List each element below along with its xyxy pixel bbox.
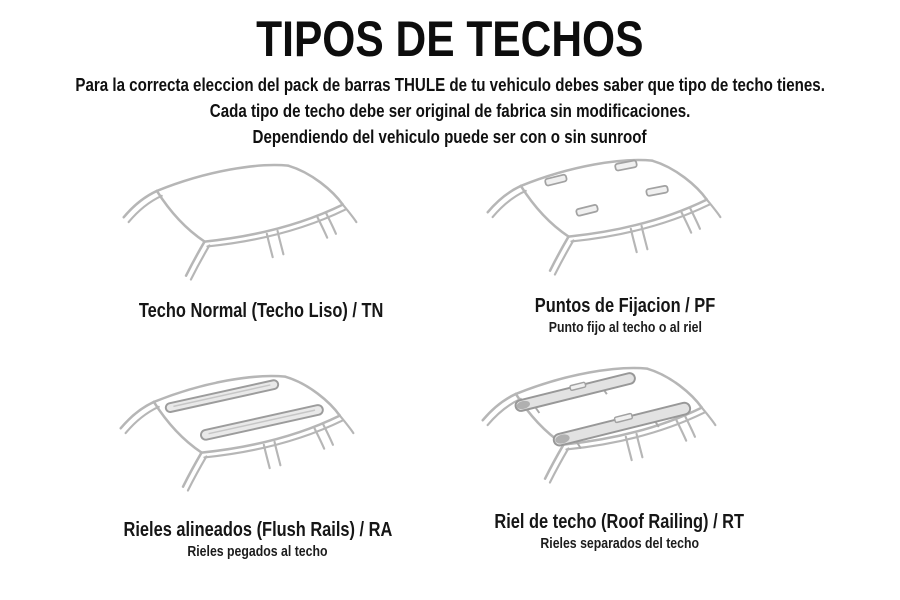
roof-fixpoints-illustration — [460, 148, 790, 294]
roof-type-label: Puntos de Fijacion / PF — [534, 295, 716, 317]
intro-line-2: Cada tipo de techo debe ser original de fabrica sin modificaciones. — [209, 101, 691, 121]
page-title — [0, 10, 900, 68]
raised-rails — [513, 370, 692, 454]
intro-line-1: Para la correcta eleccion del pack de barras THULE de tu vehiculo debes saber que tipo de techo tienes. — [75, 75, 825, 95]
roof-type-card-pf — [420, 148, 830, 337]
roof-type-card-ra — [50, 364, 465, 561]
roof-type-label: Techo Normal (Techo Liso) / TN — [138, 300, 384, 322]
roof-flush-rails-illustration — [93, 364, 423, 510]
roof-type-card-tn — [56, 153, 466, 323]
roof-type-label: Riel de techo (Roof Railing) / RT — [494, 511, 745, 533]
roof-type-sublabel: Punto fijo al techo o al riel — [548, 319, 702, 336]
fixation-pads — [545, 160, 669, 216]
intro-paragraph — [0, 72, 900, 150]
roof-type-sublabel: Rieles pegados al techo — [187, 543, 328, 560]
roof-type-sublabel: Rieles separados del techo — [540, 535, 699, 552]
page-title-text: TIPOS DE TECHOS — [256, 11, 644, 67]
roof-raised-rails-illustration — [455, 356, 785, 502]
roof-type-label: Rieles alineados (Flush Rails) / RA — [123, 519, 392, 541]
intro-line-3: Dependiendo del vehiculo puede ser con o sin sunroof — [252, 127, 648, 147]
roof-normal-illustration — [96, 153, 426, 299]
roof-type-card-rt — [412, 356, 827, 553]
